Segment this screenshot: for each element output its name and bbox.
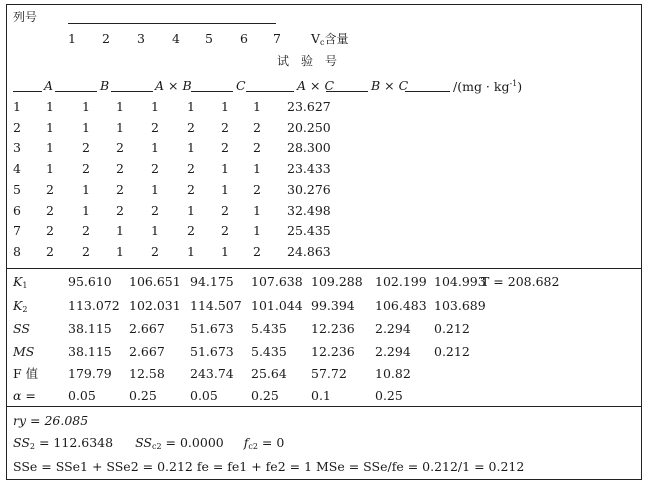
k1-label-text: K [13, 274, 23, 289]
k2-value: 106.483 [375, 298, 427, 313]
ss-value: 5.435 [251, 321, 287, 336]
vc-value: 30.276 [287, 181, 331, 197]
alpha-value: 0.05 [190, 388, 218, 403]
factor-label: B × C [371, 78, 409, 93]
level-cell: 1 [187, 243, 195, 259]
ss2-value: = 112.6348 [35, 435, 114, 450]
k2-value: 99.394 [311, 298, 355, 313]
level-cell: 1 [151, 223, 159, 239]
alpha-label-text: α = [13, 388, 36, 403]
k1-total: T = 208.682 [481, 274, 560, 289]
level-cell: 2 [221, 140, 229, 156]
trial-number: 7 [13, 223, 21, 239]
k2-value: 114.507 [190, 298, 242, 313]
ss2-label: SS [13, 435, 30, 450]
level-cell: 1 [221, 161, 229, 177]
f-label [13, 368, 38, 381]
vc-content-label [311, 33, 349, 47]
f-value: 179.79 [68, 366, 112, 381]
level-cell: 2 [116, 140, 124, 156]
level-cell: 1 [46, 119, 54, 135]
level-cell: 2 [46, 202, 54, 218]
k1-value: 106.651 [129, 274, 181, 289]
unit-sup: -1 [509, 79, 518, 88]
level-cell: 1 [46, 161, 54, 177]
k2-label [13, 300, 27, 314]
header-rule [68, 23, 276, 24]
level-cell: 1 [151, 140, 159, 156]
vc-value: 24.863 [287, 243, 331, 259]
ms-value: 12.236 [311, 344, 355, 359]
k2-label-text: K [13, 298, 23, 313]
k1-value: 102.199 [375, 274, 427, 289]
factor-label: C [236, 78, 246, 93]
level-cell: 1 [116, 119, 124, 135]
divider-2 [6, 406, 642, 407]
level-cell: 2 [187, 181, 195, 197]
trial-number: 6 [13, 202, 21, 218]
column-number: 3 [137, 31, 145, 46]
vc-value: 20.250 [287, 119, 331, 135]
ss-value: 12.236 [311, 321, 355, 336]
column-number: 7 [273, 31, 281, 46]
k2-value: 101.044 [251, 298, 303, 313]
level-cell: 2 [253, 181, 261, 197]
level-cell: 1 [187, 99, 195, 114]
ms-label [13, 346, 34, 359]
level-cell: 2 [187, 223, 195, 239]
fc2-label: f [243, 435, 249, 450]
level-cell: 1 [116, 243, 124, 259]
level-cell: 2 [151, 202, 159, 218]
vc-value: 28.300 [287, 140, 331, 156]
footer-line-2 [13, 437, 284, 451]
factor-label: A × B [155, 78, 192, 93]
level-cell: 2 [187, 119, 195, 135]
ms-value: 2.667 [129, 344, 165, 359]
blank-rule [13, 91, 42, 92]
level-cell: 1 [253, 202, 261, 218]
ss-value: 0.212 [434, 321, 470, 336]
ms-value: 5.435 [251, 344, 287, 359]
trial-number: 5 [13, 181, 21, 197]
k1-label-sub: 1 [22, 281, 28, 290]
k1-value: 109.288 [311, 274, 363, 289]
level-cell: 1 [46, 99, 54, 114]
ssc2-sub: c2 [151, 442, 162, 451]
divider-1 [6, 268, 642, 269]
ms-value: 38.115 [68, 344, 112, 359]
column-number: 6 [240, 31, 248, 46]
factor-label: A × C [297, 78, 335, 93]
ry-value: ry = 26.085 [13, 413, 89, 428]
alpha-value: 0.25 [251, 388, 279, 403]
ss2-sub: 2 [29, 442, 36, 451]
blank-rule [405, 91, 450, 92]
ssc2-value: = 0.0000 [161, 435, 224, 450]
level-cell: 2 [151, 161, 159, 177]
column-number: 2 [102, 31, 110, 46]
level-cell: 2 [82, 140, 90, 156]
level-cell: 2 [151, 243, 159, 259]
level-cell: 1 [82, 202, 90, 218]
level-cell: 1 [151, 181, 159, 197]
alpha-value: 0.1 [311, 388, 331, 403]
ss-value: 51.673 [190, 321, 234, 336]
f-value: 10.82 [375, 366, 411, 381]
level-cell: 2 [187, 161, 195, 177]
fc2-sub: c2 [248, 442, 258, 451]
level-cell: 1 [82, 181, 90, 197]
level-cell: 2 [82, 223, 90, 239]
vc-value: 32.498 [287, 202, 331, 218]
f-value: 57.72 [311, 366, 347, 381]
ss-label-text: SS [13, 321, 30, 336]
blank-rule [191, 91, 233, 92]
level-cell: 1 [82, 99, 90, 114]
vc-sub: c [320, 38, 325, 47]
trial-number: 8 [13, 243, 21, 259]
ms-value: 2.294 [375, 344, 411, 359]
fc2-value: = 0 [257, 435, 285, 450]
factor-label: B [100, 78, 110, 93]
k2-value: 103.689 [434, 298, 486, 313]
vc-value: 25.435 [287, 223, 331, 239]
level-cell: 1 [187, 140, 195, 156]
alpha-value: 0.05 [68, 388, 96, 403]
k1-label [13, 276, 27, 290]
blank-rule [246, 91, 294, 92]
level-cell: 1 [187, 202, 195, 218]
level-cell: 1 [221, 181, 229, 197]
level-cell: 2 [116, 181, 124, 197]
ss-label [13, 323, 30, 336]
vc-text: 含量 [324, 32, 349, 46]
unit-text: /(mg · kg [453, 79, 510, 95]
footer-line-1 [13, 415, 88, 428]
k2-label-sub: 2 [22, 305, 28, 314]
level-cell: 1 [253, 161, 261, 177]
trial-number-label: 试 验 号 [277, 54, 338, 68]
ssc2-label: SS [135, 435, 152, 450]
level-cell: 2 [46, 243, 54, 259]
vc-value: 23.627 [287, 99, 331, 114]
level-cell: 2 [253, 243, 261, 259]
level-cell: 1 [46, 140, 54, 156]
level-cell: 1 [253, 223, 261, 239]
alpha-label [13, 390, 36, 403]
level-cell: 1 [253, 99, 261, 114]
level-cell: 2 [82, 161, 90, 177]
column-number: 1 [68, 31, 76, 46]
level-cell: 1 [221, 99, 229, 114]
k2-value: 102.031 [129, 298, 181, 313]
unit-close: ) [517, 79, 523, 95]
level-cell: 1 [116, 223, 124, 239]
alpha-value: 0.25 [375, 388, 403, 403]
k1-value: 104.993 [434, 274, 486, 289]
trial-number: 1 [13, 99, 21, 114]
level-cell: 2 [82, 243, 90, 259]
trial-number: 4 [13, 161, 21, 177]
level-cell: 2 [253, 119, 261, 135]
trial-number: 3 [13, 140, 21, 156]
level-cell: 2 [151, 119, 159, 135]
level-cell: 2 [221, 223, 229, 239]
ms-label-text: MS [13, 344, 35, 359]
level-cell: 2 [221, 119, 229, 135]
trial-number: 2 [13, 119, 21, 135]
vc-letter: V [311, 31, 321, 46]
level-cell: 2 [116, 161, 124, 177]
ms-value: 0.212 [434, 344, 470, 359]
k2-value: 113.072 [68, 298, 120, 313]
column-number: 5 [205, 31, 213, 46]
table-frame [6, 4, 642, 480]
level-cell: 1 [221, 243, 229, 259]
factor-label: A [44, 78, 54, 93]
blank-rule [55, 91, 97, 92]
level-cell: 1 [82, 119, 90, 135]
level-cell: 2 [46, 181, 54, 197]
f-value: 12.58 [129, 366, 165, 381]
f-label-text: F 值 [13, 366, 39, 381]
ss-value: 38.115 [68, 321, 112, 336]
level-cell: 1 [151, 99, 159, 114]
level-cell: 1 [116, 99, 124, 114]
blank-rule [111, 91, 153, 92]
k1-value: 95.610 [68, 274, 112, 289]
k1-value: 107.638 [251, 274, 303, 289]
level-cell: 2 [253, 140, 261, 156]
column-number-label: 列号 [13, 10, 38, 24]
alpha-value: 0.25 [129, 388, 157, 403]
level-cell: 2 [46, 223, 54, 239]
level-cell: 2 [116, 202, 124, 218]
column-number: 4 [172, 31, 180, 46]
footer-line-3: SSe = SSe1 + SSe2 = 0.212 fe = fe1 + fe2 = 1 MSe = SSe/fe = 0.212/1 = 0.212 [13, 459, 525, 474]
ss-value: 2.667 [129, 321, 165, 336]
unit-label [453, 80, 522, 94]
vc-value: 23.433 [287, 161, 331, 177]
f-value: 243.74 [190, 366, 234, 381]
ms-value: 51.673 [190, 344, 234, 359]
f-value: 25.64 [251, 366, 287, 381]
k1-value: 94.175 [190, 274, 234, 289]
ss-value: 2.294 [375, 321, 411, 336]
level-cell: 2 [221, 202, 229, 218]
